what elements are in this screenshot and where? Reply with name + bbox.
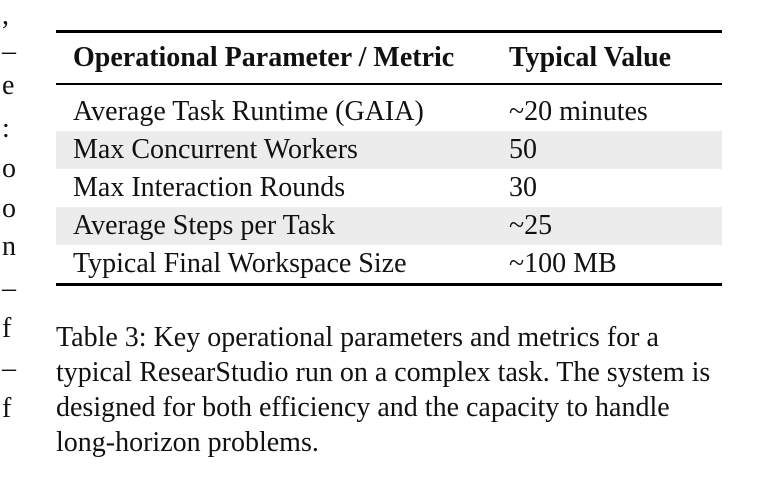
- margin-char: –: [2, 353, 16, 384]
- margin-char: f: [2, 393, 12, 424]
- bottom-rule: [56, 283, 722, 286]
- header-value: Typical Value: [509, 42, 672, 73]
- margin-char: f: [2, 313, 12, 344]
- margin-char: ,: [2, 0, 9, 31]
- param-cell: Max Interaction Rounds: [73, 172, 346, 203]
- table-row: [56, 169, 722, 207]
- value-cell: ~25: [509, 210, 553, 241]
- header-param: Operational Parameter / Metric: [73, 42, 455, 73]
- table-row: [56, 131, 722, 169]
- table-caption: Table 3: Key operational parameters and metrics for a typical ResearStudio run on a complex task. The system is designed for both efficiency and the capacity to handle long-horizon problems.: [56, 322, 711, 458]
- margin-char: o: [2, 153, 16, 184]
- param-cell: Average Task Runtime (GAIA): [73, 96, 424, 127]
- table-header-row: [56, 33, 722, 83]
- margin-char: n: [2, 231, 16, 262]
- param-cell: Max Concurrent Workers: [73, 134, 358, 165]
- parameters-table: [56, 30, 722, 286]
- margin-char: :: [2, 113, 10, 144]
- value-cell: ~100 MB: [509, 248, 617, 279]
- left-column-fragment: [0, 0, 20, 493]
- margin-char: o: [2, 193, 16, 224]
- value-cell: 50: [509, 134, 537, 165]
- table-row: [56, 93, 722, 131]
- margin-char: e: [2, 70, 15, 101]
- margin-char: –: [2, 36, 16, 67]
- table-row: [56, 207, 722, 245]
- value-cell: ~20 minutes: [509, 96, 648, 127]
- param-cell: Average Steps per Task: [73, 210, 336, 241]
- margin-char: –: [2, 273, 16, 304]
- spacer: [56, 85, 722, 93]
- param-cell: Typical Final Workspace Size: [73, 248, 407, 279]
- table-row: [56, 245, 722, 283]
- value-cell: 30: [509, 172, 537, 203]
